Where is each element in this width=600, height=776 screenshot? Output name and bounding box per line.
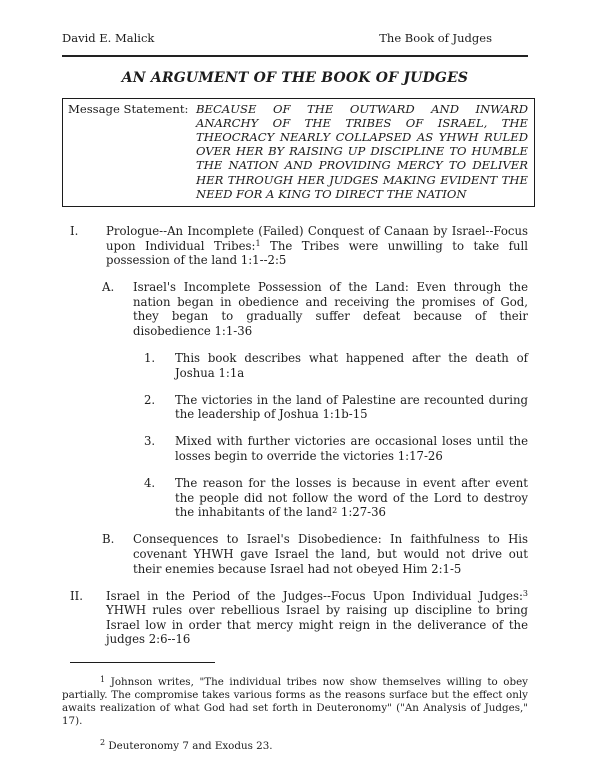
message-statement-label: Message Statement: (68, 101, 189, 116)
outline-item-I (62, 224, 528, 268)
outline-text-pre: The victories in the land of Palestine are recounted during the leadership of Joshua 1:1b-15 (175, 392, 528, 422)
outline-text-pre: Israel in the Period of the Judges--Focus Upon Individual Judges: (106, 588, 523, 603)
outline-marker: 1. (144, 351, 156, 366)
footnote-number-1: 1 (100, 674, 106, 684)
outline-item-II (62, 589, 528, 647)
outline-marker: II. (70, 588, 83, 603)
outline-text (175, 351, 528, 380)
outline-text-pre: Mixed with further victories are occasional loses until the losses begin to override the victories 1:17-26 (175, 434, 528, 464)
outline-item-4 (62, 476, 528, 520)
outline-marker: I. (70, 223, 79, 238)
footnote-2 (62, 740, 528, 753)
outline-text-post: 1:27-36 (337, 505, 386, 520)
outline-text (133, 532, 528, 576)
footnotes (62, 676, 528, 753)
outline-text (175, 476, 528, 520)
message-statement-text: BECAUSE OF THE OUTWARD AND INWARD ANARCHY OF THE TRIBES OF ISRAEL, THE THEOCRACY NEARLY COLLAPSED AS YHWH RULED OVER HER BY RAISING UP DISCIPLINE TO HUMBLE THE NATION AND PROVIDING MERCY TO DELIVER HER THROUGH HER JUDGES MAKING EVIDENT THE NEED FOR A KING TO DIRECT THE NATION (196, 101, 528, 201)
outline-marker: 2. (144, 392, 156, 407)
outline-text (175, 434, 528, 463)
footnote-ref-2: 2 (332, 505, 338, 515)
header-author: David E. Malick (62, 31, 155, 45)
footnote-text: Deuteronomy 7 and Exodus 23. (108, 739, 273, 752)
outline (62, 224, 528, 647)
outline-text (175, 393, 528, 422)
footnote-separator (70, 662, 215, 663)
footnote-ref-1: 1 (255, 238, 261, 248)
footnote-text: Johnson writes, "The individual tribes now show themselves willing to obey partially. The compromise takes various forms as the reasons surface but the effect only awaits realization of what God had set forth in Deuteronomy" ("An Analysis of Judges," 17). (62, 676, 528, 727)
outline-text (133, 280, 528, 338)
outline-item-1 (62, 351, 528, 380)
outline-item-B (62, 532, 528, 576)
footnote-1 (62, 676, 528, 728)
footnote-ref-3: 3 (522, 589, 528, 599)
outline-item-2 (62, 393, 528, 422)
message-statement-box (62, 98, 535, 207)
outline-text (106, 224, 528, 268)
outline-text (106, 589, 528, 647)
outline-item-A (62, 280, 528, 338)
footnote-number-2: 2 (100, 738, 106, 748)
header-rule (62, 55, 528, 57)
outline-text-pre: The reason for the losses is because in event after event the people did not follow the word of the Lord to destroy the inhabitants of the land (175, 476, 528, 520)
outline-text-post: YHWH rules over rebellious Israel by raising up discipline to bring Israel low in order that mercy might reign in the deliverance of the judges 2:6--16 (106, 603, 528, 647)
outline-text-post: The Tribes were unwilling to take full possession of the land 1:1--2:5 (106, 238, 528, 268)
outline-marker: 4. (144, 476, 156, 491)
header-book-title: The Book of Judges (379, 31, 492, 45)
outline-marker: A. (102, 280, 115, 295)
outline-text-pre: This book describes what happened after the death of Joshua 1:1a (175, 351, 528, 380)
outline-item-3 (62, 434, 528, 463)
page-header (62, 31, 528, 45)
page-title: AN ARGUMENT OF THE BOOK OF JUDGES (121, 69, 469, 86)
outline-text-pre: Prologue--An Incomplete (Failed) Conquest of Canaan by Israel--Focus upon Individual Tribes: (106, 223, 528, 253)
outline-marker: 3. (144, 434, 156, 449)
outline-text-pre: Consequences to Israel's Disobedience: In faithfulness to His covenant YHWH gave Israel the land, but would not drive out their enemies because Israel had not obeyed Him 2:1-5 (133, 532, 528, 576)
outline-marker: B. (102, 532, 115, 547)
outline-text-pre: Israel's Incomplete Possession of the Land: Even through the nation began in obedience and receiving the promises of God, they began to gradually suffer defeat because of their disobedience 1:1-36 (133, 280, 528, 338)
